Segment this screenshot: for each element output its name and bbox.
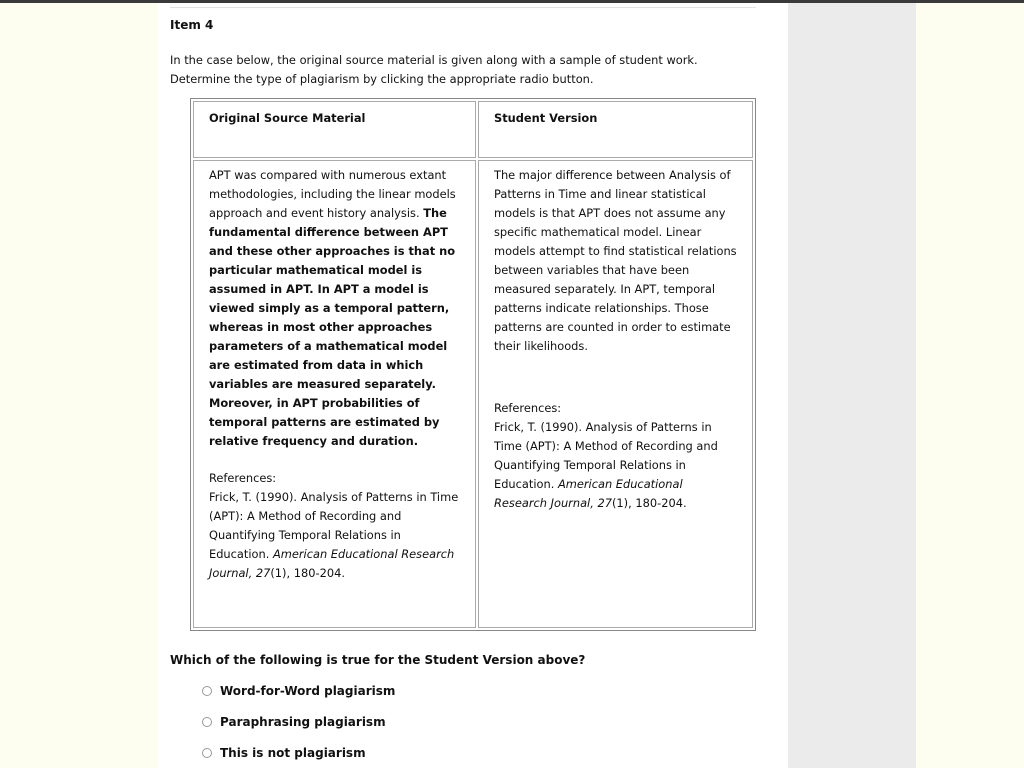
references-label: References: xyxy=(494,401,562,415)
main-content xyxy=(158,3,788,768)
radio-button[interactable] xyxy=(202,748,212,758)
student-version-cell xyxy=(478,160,753,628)
comparison-table xyxy=(190,98,756,631)
option-label[interactable]: This is not plagiarism xyxy=(220,746,366,760)
student-references xyxy=(494,399,737,513)
header-student-version: Student Version xyxy=(478,101,753,158)
instructions-line-1: In the case below, the original source material is given along with a sample of student work. xyxy=(170,53,698,67)
original-source-text xyxy=(209,166,460,451)
original-plain-text: APT was compared with numerous extant methodologies, including the linear models approach and event history analysis. xyxy=(209,168,456,220)
student-text: The major difference between Analysis of Patterns in Time and linear statistical models is that APT does not assume any specific mathematical model. Linear models attempt to find statistical relations between variables that have been measured separately. In APT, temporal patterns indicate relationships. Those patterns are counted in order to estimate their likelihoods. xyxy=(494,168,737,353)
instructions-line-2: Determine the type of plagiarism by clicking the appropriate radio button. xyxy=(170,72,594,86)
option-label[interactable]: Paraphrasing plagiarism xyxy=(220,715,386,729)
references-label: References: xyxy=(209,471,277,485)
original-source-cell xyxy=(193,160,476,628)
divider xyxy=(170,7,756,8)
option-word-for-word[interactable] xyxy=(202,684,395,698)
original-bold-text: The fundamental difference between APT and these other approaches is that no particular mathematical model is assumed in APT. In APT a model is viewed simply as a temporal pattern, whereas in most other approaches parameters of a mathematical model are estimated from data in which variables are measured separately. Moreover, in APT probabilities of temporal patterns are estimated by relative frequency and duration. xyxy=(209,206,456,448)
radio-button[interactable] xyxy=(202,686,212,696)
reference-citation: Frick, T. (1990). Analysis of Patterns in Time (APT): A Method of Recording and Quantifying Temporal Relations in Education. American Educational Research Journal, 27(1), 180-204. xyxy=(494,420,718,510)
instructions xyxy=(170,51,760,89)
option-label[interactable]: Word-for-Word plagiarism xyxy=(220,684,396,698)
question-text: Which of the following is true for the Student Version above? xyxy=(170,653,586,667)
reference-citation: Frick, T. (1990). Analysis of Patterns in Time (APT): A Method of Recording and Quantifying Temporal Relations in Education. American Educational Research Journal, 27(1), 180-204. xyxy=(209,490,459,580)
radio-button[interactable] xyxy=(202,717,212,727)
original-references xyxy=(209,469,460,583)
item-title: Item 4 xyxy=(170,18,214,32)
right-margin xyxy=(788,3,916,768)
header-original-source: Original Source Material xyxy=(193,101,476,158)
option-not-plagiarism[interactable] xyxy=(202,746,366,760)
option-paraphrasing[interactable] xyxy=(202,715,386,729)
